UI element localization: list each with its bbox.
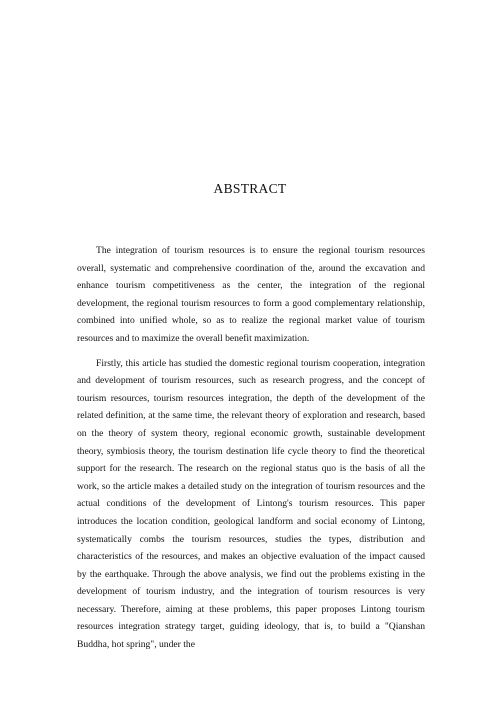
abstract-paragraph-2: Firstly, this article has studied the domestic regional tourism cooperation, integration and development of tourism resources, such as research progress, and the concept of tourism resources, tourism resources integration, the depth of the development of the related definition, at the same time, the relevant theory of exploration and research, based on the theory of system theory, regional economic growth, sustainable development theory, symbiosis theory, the tourism destination life cycle theory to find the theoretical support for the research. The research on the regional status quo is the basis of all the work, so the article makes a detailed study on the integration of tourism resources and the actual conditions of the development of Lintong's tourism resources. This paper introduces the location condition, geological landform and social economy of Lintong, systematically combs the tourism resources, studies the types, distribution and characteristics of the resources, and makes an objective evaluation of the impact caused by the earthquake. Through the above analysis, we find out the problems existing in the development of tourism industry, and the integration of tourism resources is very necessary. Therefore, aiming at these problems, this paper proposes Lintong tourism resources integration strategy target, guiding ideology, that is, to build a "Qianshan Buddha, hot spring", under the	[77, 357, 425, 651]
abstract-body	[77, 242, 425, 661]
abstract-heading: ABSTRACT	[213, 181, 287, 196]
abstract-paragraph-1: The integration of tourism resources is to ensure the regional tourism resources overall, systematic and comprehensive coordination of the, around the excavation and enhance tourism competitiveness as the center, the integration of the regional development, the regional tourism resources to form a good complementary relationship, combined into unified whole, so as to realize the regional market value of tourism resources and to maximize the overall benefit maximization.	[77, 245, 425, 344]
